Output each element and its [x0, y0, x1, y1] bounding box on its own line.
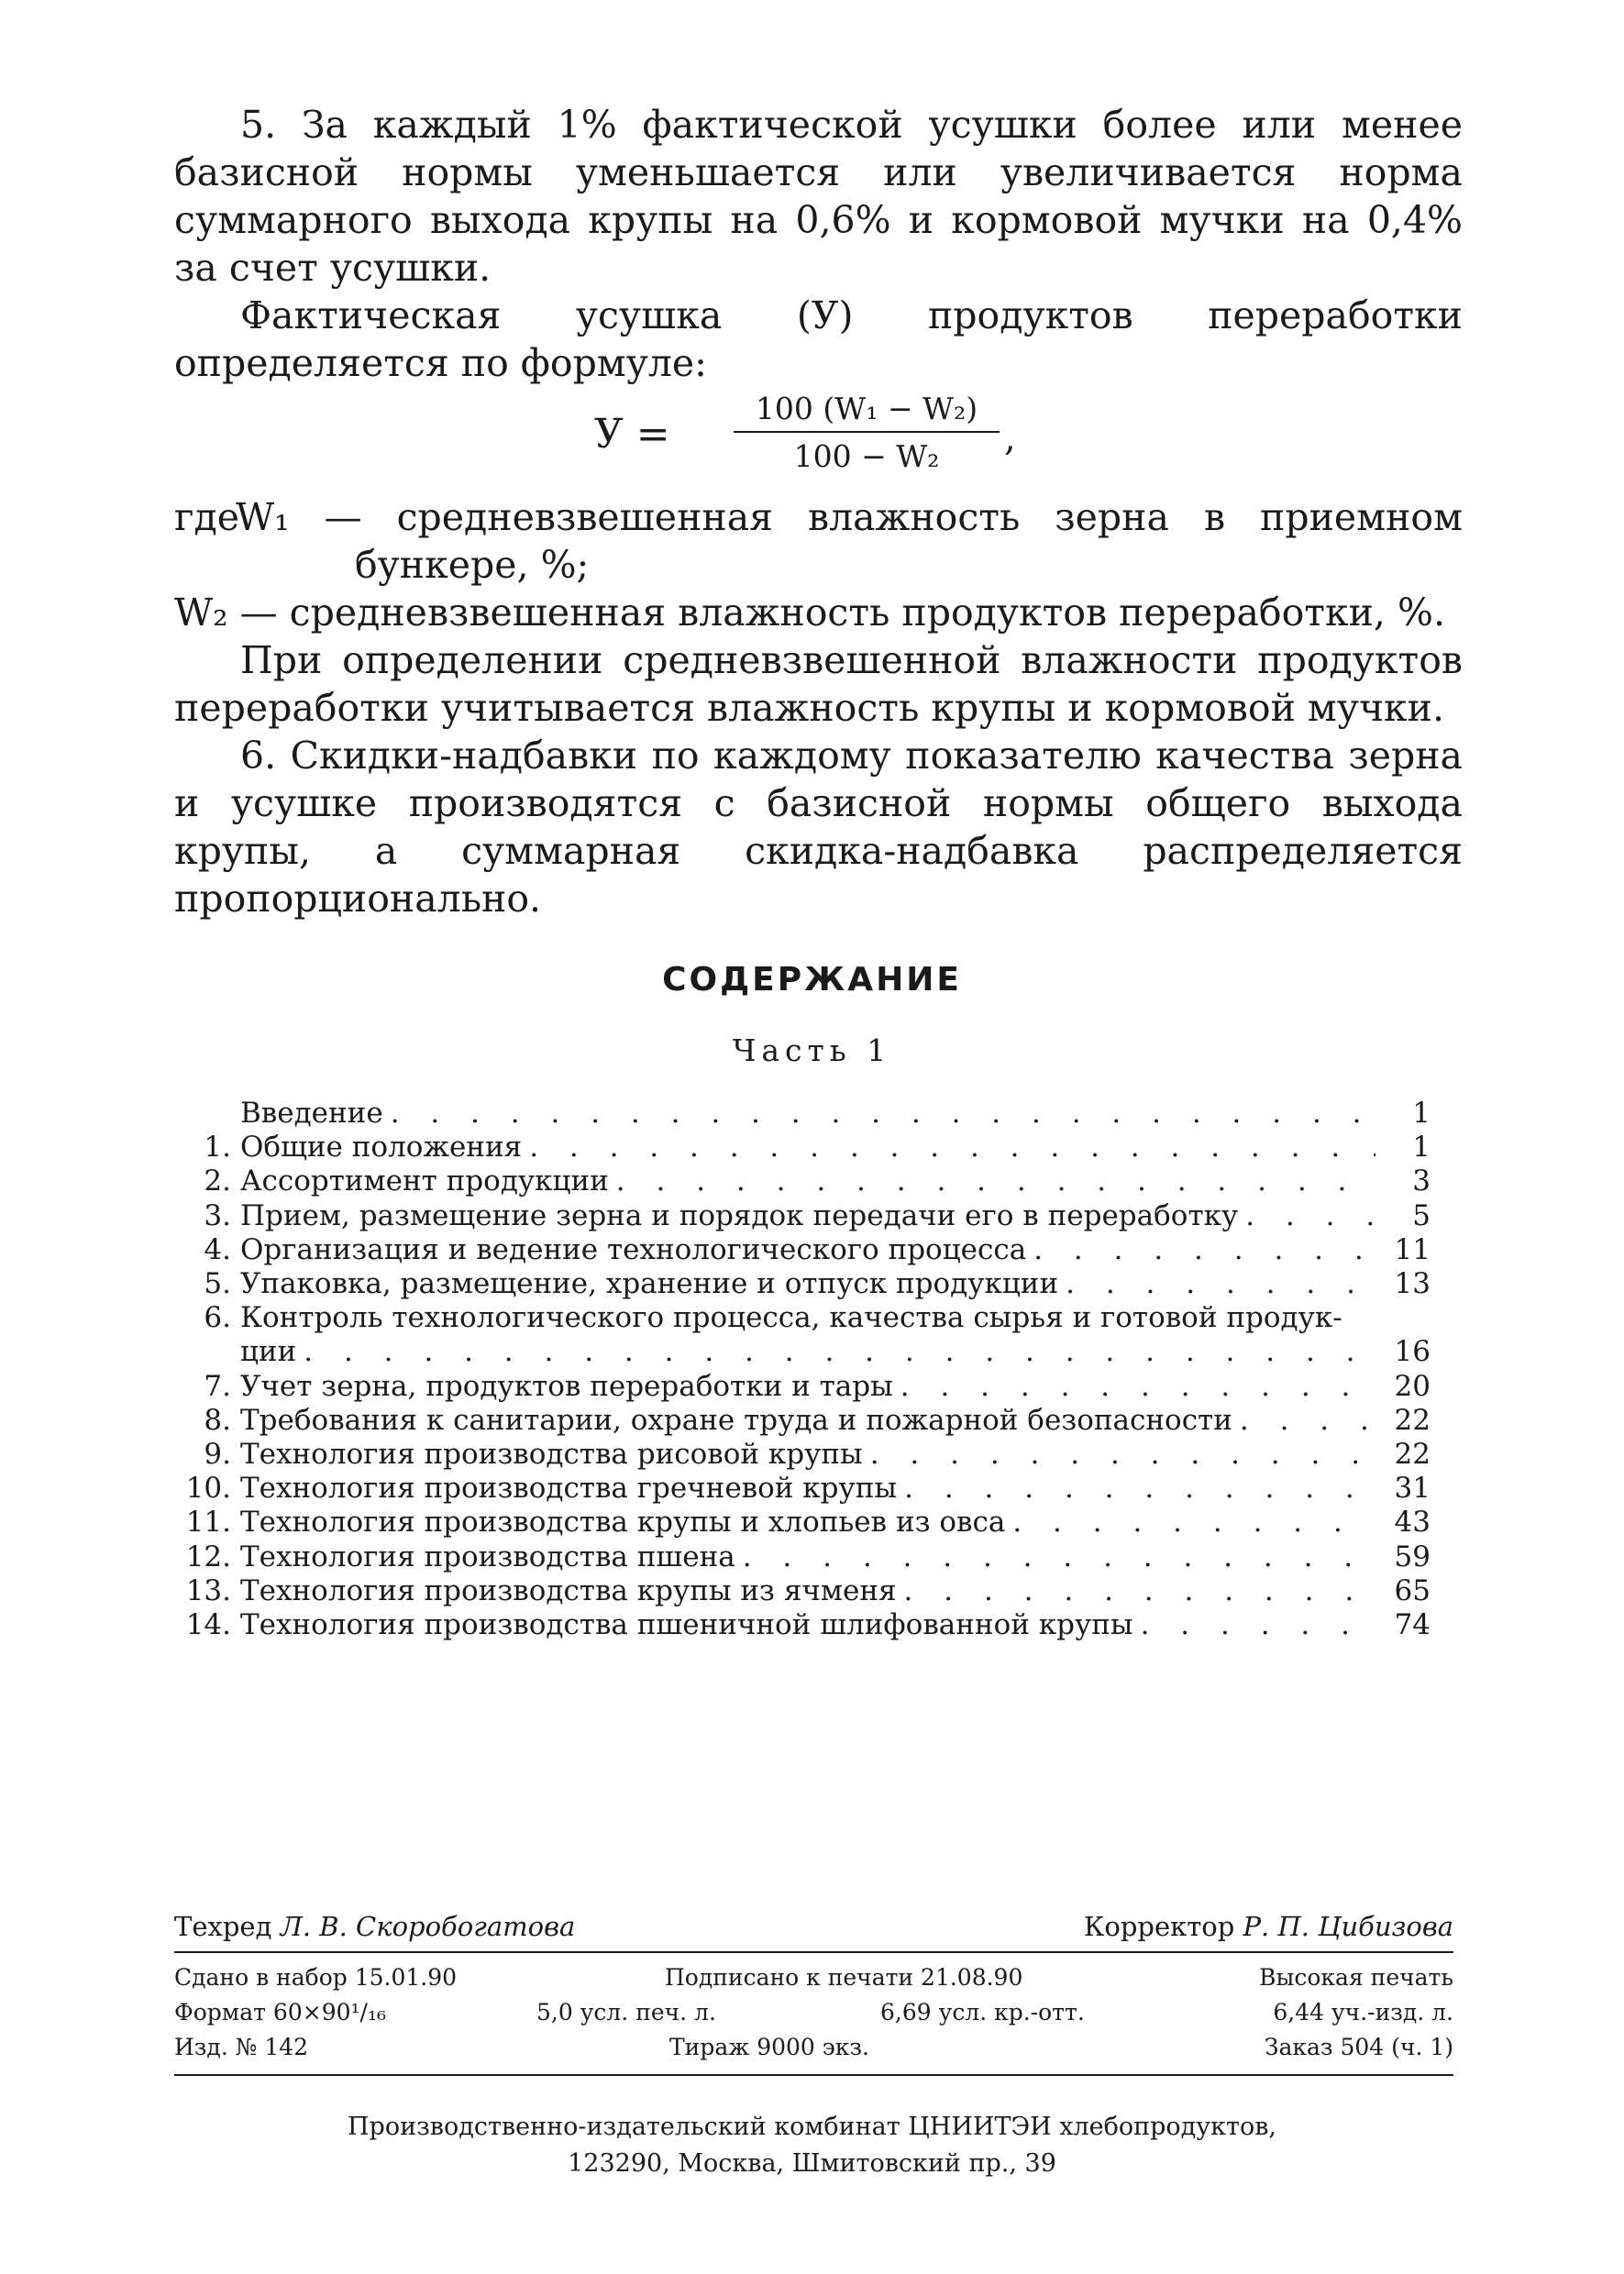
- print-sheets: 5,0 усл. печ. л.: [536, 1999, 716, 2026]
- formula-lhs: У =: [594, 411, 670, 458]
- toc-item: [174, 1608, 1431, 1642]
- izd-number: Изд. № 142: [174, 2034, 309, 2060]
- techred-label: Техред: [174, 1911, 272, 1942]
- w2-definition-text: W₂ — средневзвешенная влажность продуктов переработки, %.: [174, 591, 1445, 635]
- toc-leader-dots: [383, 1097, 1375, 1131]
- toc-item-page: 1: [1412, 1097, 1431, 1130]
- toc-item: [174, 1404, 1431, 1438]
- table-of-contents: [174, 1097, 1431, 1642]
- toc-item-page: 43: [1394, 1506, 1431, 1540]
- print-run: Тираж 9000 экз.: [669, 2034, 869, 2060]
- toc-item: [174, 1506, 1431, 1540]
- toc-item-number: 3.: [204, 1198, 231, 1232]
- toc-item: [174, 1267, 1431, 1301]
- toc-item-number: 2.: [204, 1165, 231, 1198]
- contents-heading: СОДЕРЖАНИЕ: [662, 961, 962, 999]
- toc-item-number: 10.: [185, 1472, 231, 1506]
- toc-leader-dots: [1232, 1404, 1375, 1438]
- toc-item-page: 22: [1394, 1403, 1431, 1437]
- toc-leader-dots: [897, 1472, 1375, 1506]
- print-type: Высокая печать: [1259, 1964, 1453, 1991]
- toc-item-title: Требования к санитарии, охране труда и пожарной безопасности: [240, 1403, 1232, 1437]
- toc-item-page: 65: [1394, 1573, 1431, 1607]
- techred: [174, 1911, 575, 1942]
- toc-item-number: 6.: [204, 1301, 231, 1335]
- toc-leader-dots: [1058, 1267, 1375, 1301]
- staff-line: [174, 1911, 1453, 1942]
- toc-item-page: 20: [1394, 1369, 1431, 1403]
- toc-leader-dots: [735, 1540, 1375, 1574]
- toc-item-title: Учет зерна, продуктов переработки и тары: [240, 1369, 893, 1403]
- toc-item-page: 5: [1412, 1198, 1431, 1232]
- toc-item-number: 4.: [204, 1232, 231, 1266]
- toc-item-number: 5.: [204, 1267, 231, 1301]
- toc-item-title: Технология производства гречневой крупы: [240, 1472, 898, 1506]
- toc-item-number: 9.: [204, 1438, 231, 1472]
- toc-item-number: 1.: [204, 1131, 231, 1165]
- formula-denominator: 100 − W₂: [793, 438, 940, 474]
- toc-leader-dots: [897, 1574, 1375, 1608]
- toc-leader-dots: [1005, 1506, 1375, 1540]
- corrector-name: Р. П. Цибизова: [1243, 1911, 1453, 1942]
- toc-item: [174, 1131, 1431, 1165]
- paragraph-determination: При определении средневзвешенной влажности продуктов переработки учитывается влажность крупы и кормовой мучки.: [174, 638, 1463, 730]
- toc-item-title: Технология производства крупы и хлопьев из овса: [240, 1506, 1006, 1540]
- order-number: Заказ 504 (ч. 1): [1264, 2034, 1453, 2060]
- w1-definition-text: W₁ — средневзвешенная влажность зерна в приемном бункере, %;: [236, 495, 1463, 587]
- where-label: где: [174, 495, 239, 539]
- toc-item-continuation: [174, 1335, 1431, 1369]
- paragraph-formula-intro: Фактическая усушка (У) продуктов переработки определяется по формуле:: [174, 293, 1463, 385]
- toc-item: [174, 1165, 1431, 1198]
- toc-item: [174, 1574, 1431, 1608]
- toc-item: [174, 1097, 1431, 1131]
- sent-to-set: Сдано в набор 15.01.90: [174, 1964, 458, 1991]
- imprint-row: [174, 2030, 1453, 2065]
- toc-leader-dots: [863, 1438, 1375, 1472]
- contents-part: Часть 1: [732, 1032, 892, 1068]
- toc-leader-dots: [893, 1370, 1375, 1404]
- toc-item: [174, 1301, 1431, 1335]
- toc-item: [174, 1438, 1431, 1472]
- toc-leader-dots: [522, 1131, 1375, 1165]
- toc-item-title: Общие положения: [240, 1131, 523, 1165]
- toc-item-title: Технология производства крупы из ячменя: [240, 1573, 897, 1607]
- formula-comma: ,: [1004, 417, 1016, 459]
- toc-item-page: 16: [1394, 1335, 1431, 1369]
- toc-item-number: 13.: [185, 1573, 231, 1607]
- toc-item-title: Введение: [240, 1097, 383, 1130]
- techred-name: Л. В. Скоробогатова: [280, 1911, 576, 1942]
- toc-item-page: 22: [1394, 1438, 1431, 1472]
- toc-leader-dots: [609, 1165, 1375, 1198]
- formula-fraction: [734, 389, 1000, 477]
- body-text: [174, 101, 1463, 922]
- toc-leader-dots: [1238, 1199, 1375, 1233]
- publisher: [0, 2109, 1624, 2182]
- toc-item: [174, 1472, 1431, 1506]
- toc-item-title: Технология производства пшеничной шлифованной крупы: [240, 1608, 1133, 1642]
- toc-item: [174, 1233, 1431, 1267]
- toc-item-number: 7.: [204, 1369, 231, 1403]
- toc-item-page: 59: [1394, 1540, 1431, 1573]
- toc-item: [174, 1199, 1431, 1233]
- corrector-label: Корректор: [1083, 1911, 1235, 1942]
- corrector: [1084, 1911, 1453, 1942]
- paragraph-6: 6. Скидки-надбавки по каждому показателю качества зерна и усушке производятся с базисной нормы общего выхода крупы, а суммарная скидка-надбавка распределяется пропорционально.: [174, 734, 1463, 921]
- toc-item-title: Организация и ведение технологического процесса: [240, 1232, 1027, 1266]
- imprint-row: [174, 1995, 1453, 2030]
- toc-item-title: Технология производства пшена: [240, 1540, 735, 1573]
- toc-item: [174, 1540, 1431, 1574]
- toc-item-page: 74: [1394, 1608, 1431, 1642]
- toc-item-number: 12.: [185, 1540, 231, 1573]
- divider-bottom: [174, 2074, 1453, 2076]
- uch-izd: 6,44 уч.-изд. л.: [1273, 1999, 1453, 2026]
- divider-top: [174, 1951, 1453, 1953]
- cr-ott: 6,69 усл. кр.-отт.: [880, 1999, 1085, 2026]
- publisher-line-2: 123290, Москва, Шмитовский пр., 39: [568, 2149, 1056, 2178]
- toc-leader-dots: [296, 1335, 1375, 1369]
- toc-leader-dots: [1026, 1233, 1375, 1267]
- paragraph-5: 5. За каждый 1% фактической усушки более или менее базисной нормы уменьшается или увеличивается норма суммарного выхода крупы на 0,6% и кормовой мучки на 0,4% за счет усушки.: [174, 103, 1463, 290]
- imprint: [174, 1960, 1453, 2065]
- imprint-row: [174, 1960, 1453, 1995]
- formula-numerator: 100 (W₁ − W₂): [734, 389, 1000, 433]
- toc-item-number: 14.: [185, 1608, 231, 1642]
- publisher-line-1: Производственно-издательский комбинат ЦНИИТЭИ хлебопродуктов,: [347, 2113, 1276, 2141]
- toc-item-title: Технология производства рисовой крупы: [240, 1438, 863, 1472]
- toc-item-title: Ассортимент продукции: [240, 1165, 609, 1198]
- shrinkage-formula: [174, 389, 1463, 490]
- signed-for-print: Подписано к печати 21.08.90: [665, 1964, 1023, 1991]
- toc-item-page: 31: [1394, 1472, 1431, 1506]
- toc-item-page: 13: [1394, 1267, 1431, 1301]
- toc-item-page: 1: [1412, 1131, 1431, 1165]
- toc-item-page: 3: [1412, 1165, 1431, 1198]
- toc-item-title: Контроль технологического процесса, качества сырья и готовой продук-: [240, 1301, 1342, 1335]
- toc-item-title: Упаковка, размещение, хранение и отпуск продукции: [240, 1267, 1059, 1301]
- w1-definition: [174, 493, 1463, 589]
- toc-item-title-continuation: ции: [240, 1335, 297, 1369]
- toc-item: [174, 1370, 1431, 1404]
- format: Формат 60×90¹/₁₆: [174, 1999, 386, 2026]
- toc-leader-dots: [1133, 1608, 1375, 1642]
- toc-item-title: Прием, размещение зерна и порядок передачи его в переработку: [240, 1198, 1239, 1232]
- toc-item-number: 11.: [185, 1506, 231, 1540]
- toc-item-number: 8.: [204, 1403, 231, 1437]
- toc-item-page: 11: [1394, 1232, 1431, 1266]
